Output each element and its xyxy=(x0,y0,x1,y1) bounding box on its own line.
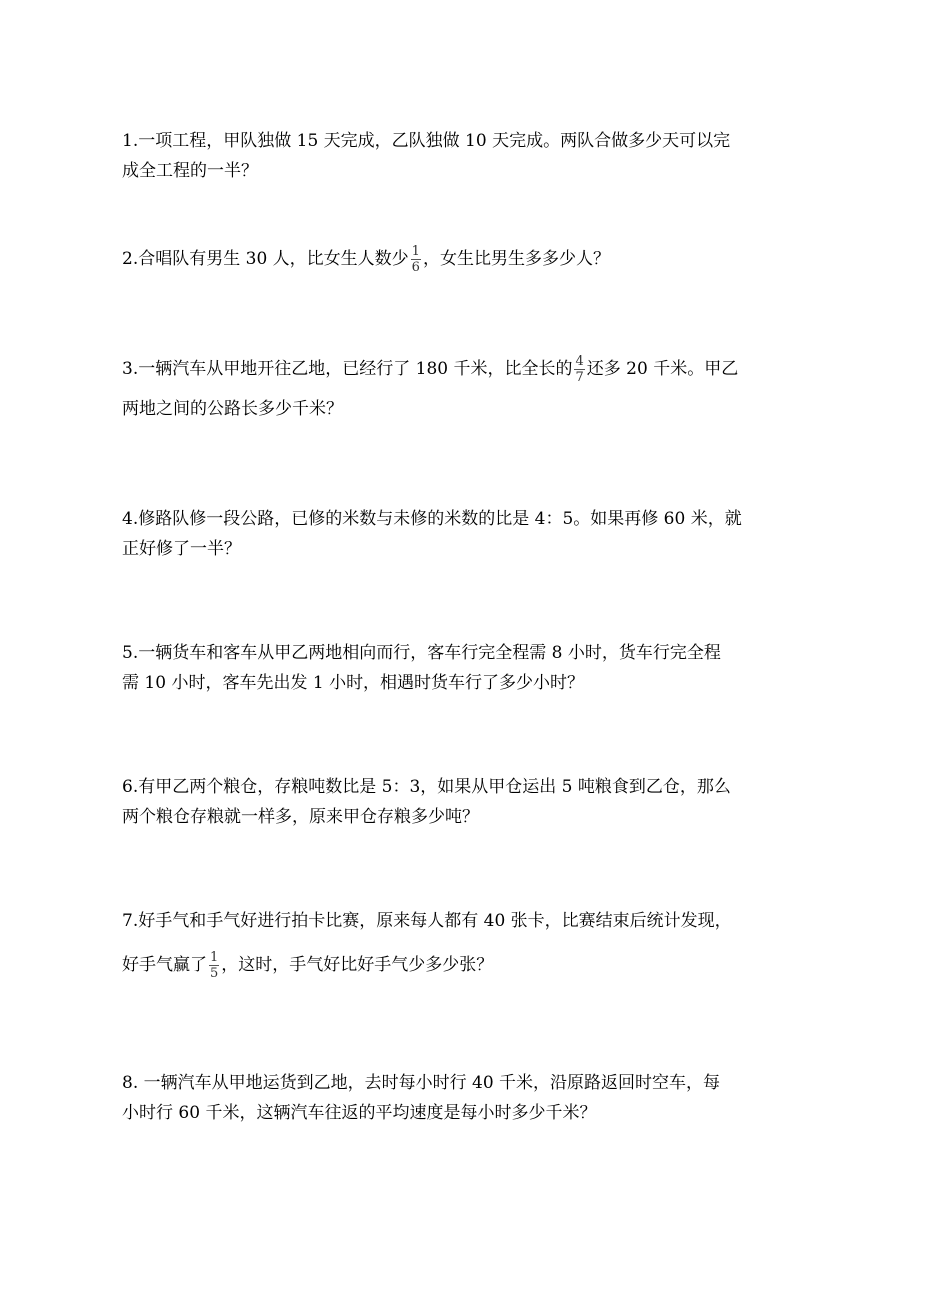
text-run: 需 10 小时，客车先出发 1 小时，相遇时货车行了多少小时？ xyxy=(122,673,585,693)
problem-line xyxy=(122,394,830,424)
problem-7 xyxy=(122,906,830,994)
text-run: 6.有甲乙两个粮仓，存粮吨数比是 5：3，如果从甲仓运出 5 吨粮食到乙仓，那么 xyxy=(122,777,731,797)
problem-line xyxy=(122,340,830,398)
text-run: ，女生比男生多多少人？ xyxy=(422,249,610,269)
problem-line xyxy=(122,230,830,288)
problem-1 xyxy=(122,126,830,186)
text-run: 两个粮仓存粮就一样多，原来甲仓存粮多少吨？ xyxy=(122,807,479,827)
text-run: 7.好手气和手气好进行拍卡比赛，原来每人都有 40 张卡，比赛结束后统计发现， xyxy=(122,911,732,931)
problem-line xyxy=(122,772,830,802)
problem-8 xyxy=(122,1068,830,1128)
text-run: 5.一辆货车和客车从甲乙两地相向而行，客车行完全程需 8 小时，货车行完全程 xyxy=(122,643,721,663)
text-run: 3.一辆汽车从甲地开往乙地，已经行了 180 千米，比全长的 xyxy=(122,359,573,379)
problem-line xyxy=(122,668,830,698)
text-run: 成全工程的一半？ xyxy=(122,161,258,181)
problem-2 xyxy=(122,230,830,288)
problem-line xyxy=(122,936,830,994)
fraction-denominator: 6 xyxy=(411,260,420,275)
text-run: 小时行 60 千米，这辆汽车往返的平均速度是每小时多少千米？ xyxy=(122,1103,597,1123)
text-run: 正好修了一半？ xyxy=(122,539,241,559)
text-run: 4.修路队修一段公路，已修的米数与未修的米数的比是 4：5。如果再修 60 米，就 xyxy=(122,509,742,529)
problem-5 xyxy=(122,638,830,698)
problem-line xyxy=(122,1098,830,1128)
fraction-numerator: 1 xyxy=(411,244,420,259)
text-run: 1.一项工程，甲队独做 15 天完成，乙队独做 10 天完成。两队合做多少天可以完 xyxy=(122,131,731,151)
text-run: 好手气赢了 xyxy=(122,955,207,975)
problem-3 xyxy=(122,340,830,424)
text-run: 2.合唱队有男生 30 人，比女生人数少 xyxy=(122,249,409,269)
problem-line xyxy=(122,126,830,156)
problem-6 xyxy=(122,772,830,832)
problem-line xyxy=(122,906,830,936)
text-run: 还多 20 千米。甲乙 xyxy=(586,359,739,379)
problem-line xyxy=(122,1068,830,1098)
fraction xyxy=(411,244,421,275)
fraction-denominator: 7 xyxy=(575,370,584,385)
fraction xyxy=(209,950,219,981)
text-run: ，这时，手气好比好手气少多少张？ xyxy=(221,955,494,975)
problem-line xyxy=(122,802,830,832)
fraction-numerator: 4 xyxy=(575,354,584,369)
problem-line xyxy=(122,156,830,186)
problem-line xyxy=(122,504,830,534)
problem-line xyxy=(122,638,830,668)
problem-line xyxy=(122,534,830,564)
text-run: 两地之间的公路长多少千米？ xyxy=(122,399,343,419)
fraction-denominator: 5 xyxy=(210,966,219,981)
text-run: 8. 一辆汽车从甲地运货到乙地，去时每小时行 40 千米，沿原路返回时空车，每 xyxy=(122,1073,721,1093)
problem-4 xyxy=(122,504,830,564)
fraction-numerator: 1 xyxy=(210,950,219,965)
fraction xyxy=(574,354,584,385)
